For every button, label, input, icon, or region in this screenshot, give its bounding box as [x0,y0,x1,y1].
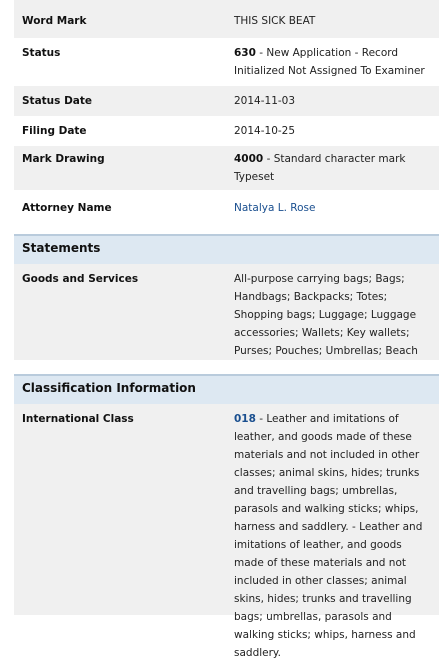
mark-drawing-typeset: Typeset [234,171,275,183]
mark-drawing-code: 4000 [234,153,264,165]
filing-date-value: 2014-10-25 [234,125,296,137]
row-attorney-name [14,190,439,226]
row-word-mark [14,0,439,38]
class-code-link[interactable]: 018 [234,413,256,425]
trademark-record [14,0,439,659]
goods-services-label: Goods and Services [22,273,139,285]
statements-header [14,234,439,264]
mark-drawing-text: - Standard character mark [263,153,406,165]
status-text: - New Application - Record Initialized Not Assigned To Examiner [234,47,425,77]
status-code: 630 [234,47,256,59]
filing-date-label: Filing Date [22,125,87,137]
status-value [234,44,434,80]
goods-services-value: All-purpose carrying bags; Bags; Handbags; Backpacks; Totes; Shopping bags; Luggage; Luggage accessories; Wallets; Key wallets; Purses; Pouches; Umbrellas; Beach [234,273,418,357]
international-class-value [234,410,434,662]
statements-title: Statements [22,241,101,255]
row-mark-drawing [14,146,439,190]
row-status [14,38,439,86]
word-mark-value: THIS SICK BEAT [234,15,316,27]
status-date-label: Status Date [22,95,93,107]
status-date-value: 2014-11-03 [234,95,296,107]
mark-drawing-label: Mark Drawing [22,153,105,165]
international-class-label: International Class [22,413,134,425]
attorney-name-label: Attorney Name [22,202,112,214]
status-label: Status [22,47,61,59]
row-filing-date [14,116,439,146]
row-goods-services [14,264,439,360]
row-international-class [14,404,439,659]
mark-drawing-value [234,150,434,186]
attorney-name-link[interactable]: Natalya L. Rose [234,202,316,214]
class-description: - Leather and imitations of leather, and goods made of these materials and not included in other classes; animal skins, hides; trunks and travelling bags; umbrellas, parasols and walking sticks; whips, harness and saddlery. - Leather and imitations of leather, and goods made of these materials and not included in other classes; animal skins, hides; trunks and travelling bags; umbrellas, parasols and walking sticks; whips, harness and saddlery. [234,413,423,659]
classification-title: Classification Information [22,381,196,395]
spacer [14,360,439,374]
row-status-date [14,86,439,116]
word-mark-label: Word Mark [22,15,87,27]
classification-header [14,374,439,404]
spacer [14,226,439,234]
